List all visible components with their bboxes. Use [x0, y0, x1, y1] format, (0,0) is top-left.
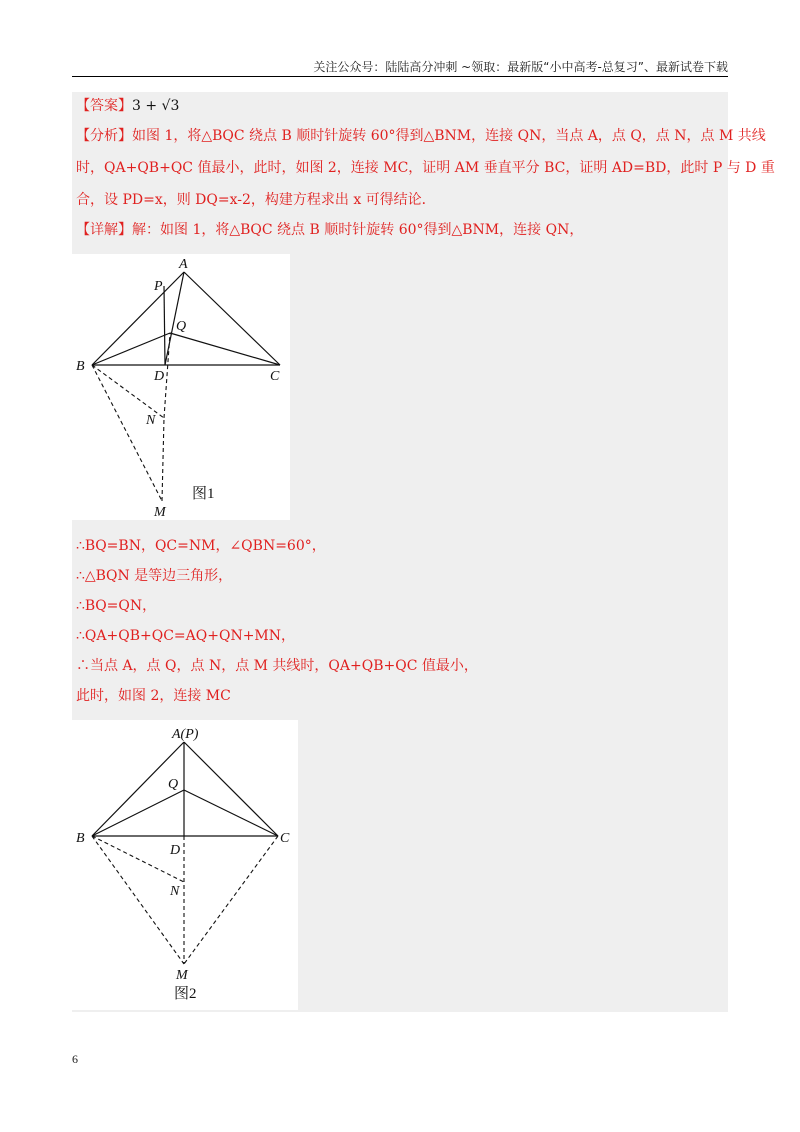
- answer-line: [76, 96, 724, 116]
- step-5: ∴当点 A，点 Q，点 N，点 M 共线时，QA+QB+QC 值最小，: [76, 658, 478, 674]
- analysis-text-1: 如图 1，将△BQC 绕点 B 顺时针旋转 60°得到△BNM，连接 QN，当点 A，点 Q，点 N，点 M 共线: [132, 128, 766, 144]
- fig1-label-q: Q: [176, 319, 187, 334]
- fig1-label-p: P: [154, 279, 163, 294]
- analysis-line-3: 合，设 PD=x，则 DQ=x-2，构建方程求出 x 可得结论．: [76, 192, 436, 208]
- detail-label: 【详解】: [76, 222, 132, 238]
- fig1-label-a: A: [179, 257, 188, 272]
- step-3: ∴BQ=QN，: [76, 598, 157, 614]
- answer-value: 3 + √3: [132, 98, 180, 114]
- fig1-label-m: M: [154, 505, 166, 520]
- detail-line-1: [76, 220, 724, 240]
- fig2-label-ap: A(P): [172, 727, 199, 742]
- fig2-label-d: D: [170, 843, 181, 858]
- fig1-label-b: B: [76, 359, 85, 374]
- step-2: ∴△BQN 是等边三角形，: [76, 568, 233, 584]
- fig2-label-b: B: [76, 831, 85, 846]
- detail-text-1: 解：如图 1，将△BQC 绕点 B 顺时针旋转 60°得到△BNM，连接 QN，: [132, 222, 584, 238]
- analysis-line-2: 时，QA+QB+QC 值最小，此时，如图 2，连接 MC，证明 AM 垂直平分 BC，证明 AD=BD，此时 P 与 D 重: [76, 160, 775, 176]
- answer-block: [72, 92, 775, 1012]
- fig2-label-m: M: [176, 968, 188, 983]
- fig2-caption: 图2: [174, 986, 197, 1002]
- header-rule: [72, 76, 728, 77]
- fig2-label-c: C: [280, 831, 290, 846]
- analysis-label: 【分析】: [76, 128, 132, 144]
- figure-2: [72, 720, 298, 1010]
- fig2-label-n: N: [170, 884, 180, 899]
- analysis-line-1: [76, 126, 766, 146]
- step-4: ∴QA+QB+QC=AQ+QN+MN，: [76, 628, 296, 644]
- step-1: ∴BQ=BN，QC=NM，∠QBN=60°，: [76, 538, 326, 554]
- figure-1: [72, 254, 290, 520]
- page-number: 6: [72, 1052, 78, 1066]
- step-6: 此时，如图 2，连接 MC: [76, 688, 231, 704]
- fig1-label-c: C: [270, 369, 280, 384]
- page-header: 关注公众号：陆陆高分冲刺 ~领取：最新版“小中高考-总复习”、最新试卷下载: [313, 60, 728, 74]
- fig1-label-n: N: [146, 413, 156, 428]
- answer-label: 【答案】: [76, 98, 132, 114]
- fig1-label-d: D: [154, 369, 165, 384]
- fig1-caption: 图1: [192, 486, 215, 502]
- fig2-label-q: Q: [168, 777, 179, 792]
